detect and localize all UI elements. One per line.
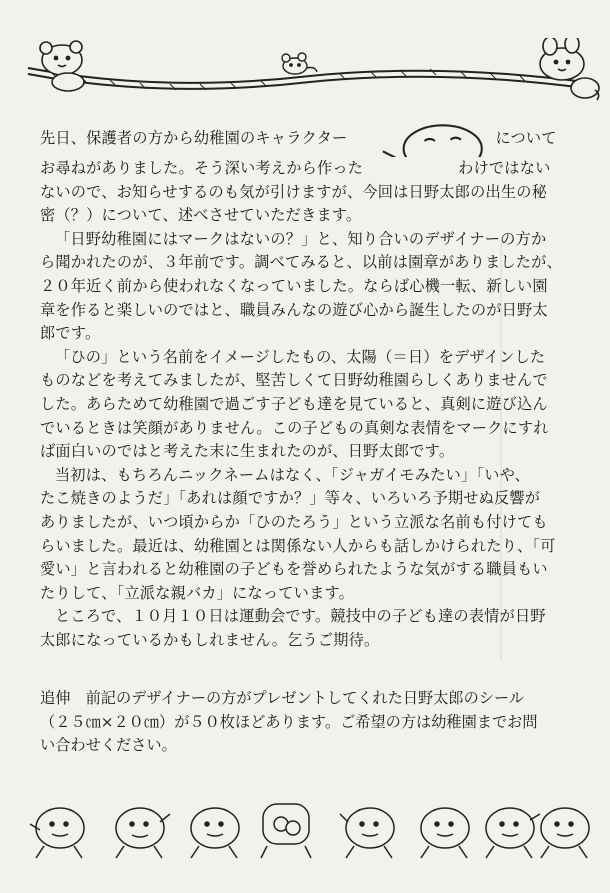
body-line-segment: 先日、保護者の方から幼稚園のキャラクター <box>40 129 348 147</box>
body-line: 密（？）について、述べさせていただきます。 <box>40 206 362 225</box>
running-mascot-icon <box>191 808 239 858</box>
body-line: 愛い」と言われると幼稚園の子どもを誉められたような気がする職員もい <box>40 560 548 579</box>
body-line: でいるときは笑顔がありません。この子どもの真剣な表情をマークにすれ <box>40 418 549 437</box>
body-line-segment: について <box>495 129 557 147</box>
postscript-line: （２５㎝×２０㎝）が５０枚ほどあります。ご希望の方は幼稚園までお問 <box>40 712 538 731</box>
body-line <box>40 157 575 181</box>
body-line: ないので、お知らせするのも気が引けますが、今回は日野太郎の出生の秘 <box>40 182 548 201</box>
body-line: ものなどを考えてみましたが、堅苦しくて日野幼稚園らしくありませんで <box>40 371 548 390</box>
postscript-line: 追伸 前記のデザイナーの方がプレゼントしてくれた日野太郎のシール <box>40 689 525 707</box>
running-mascots-border <box>20 790 600 870</box>
left-bear-mascot <box>40 41 84 91</box>
body-line: した。あらためて幼稚園で過ごす子ども達を見ていると、真剣に遊び込ん <box>40 394 548 413</box>
running-mascot-icon <box>30 808 84 858</box>
running-mascot-icon <box>421 808 469 858</box>
running-mascot-icon <box>541 808 589 858</box>
body-line: 「日野幼稚園にはマークはないの？」と、知り合いのデザイナーの方か <box>55 229 547 248</box>
body-line: ２０年近く前から使われなくなっていました。ならば心機一転、新しい園 <box>40 276 548 295</box>
body-line: たりして、「立派な親バカ」になっています。 <box>40 583 355 602</box>
postscript-line: い合わせください。 <box>40 736 177 755</box>
right-rabbit-mascot <box>540 38 599 100</box>
running-mascot-icon <box>486 808 540 858</box>
body-line: らいました。最近は、幼稚園とは関係ない人からも話しかけられたり、「可 <box>40 536 556 555</box>
body-line: 当初は、もちろんニックネームはなく、「ジャガイモみたい」「いや、 <box>55 465 531 484</box>
hino-taro-mascot-icon <box>375 117 487 157</box>
body-line: 章を作ると楽しいのではと、職員みんなの遊び心から誕生したのが日野太 <box>40 300 548 319</box>
body-line: 太郎になっているかもしれません。乞うご期待。 <box>40 630 380 649</box>
body-line: ば面白いのではと考えた末に生まれたのが、日野太郎です。 <box>40 442 455 461</box>
middle-mouse-mascot <box>282 53 317 74</box>
body-line: ら聞かれたのが、３年前です。調べてみると、以前は園章がありましたが、 <box>40 253 562 272</box>
body-line: たこ焼きのようだ」「あれは顔ですか？」等々、いろいろ予期せぬ反響が <box>40 489 541 508</box>
letter-body <box>40 117 575 652</box>
body-line: ところで、１０月１０日は運動会です。競技中の子ども達の表情が日野 <box>55 607 546 626</box>
body-line: 郎です。 <box>40 324 101 343</box>
body-line: ありましたが、いつ頃からか「ひのたろう」という立派な名前も付けても <box>40 512 548 531</box>
running-mascot-icon <box>116 808 170 858</box>
running-mascot-icon <box>340 808 394 858</box>
body-line-segment: お尋ねがありました。そう深い考えから作った <box>40 159 364 177</box>
body-line: 「ひの」という名前をイメージしたもの、太陽（＝日）をデザインした <box>55 347 546 366</box>
rope-banner-illustration <box>10 38 605 108</box>
robot-mascot-icon <box>261 804 311 858</box>
postscript <box>40 687 580 758</box>
body-line-segment: わけではない <box>458 159 551 177</box>
body-line <box>40 117 575 157</box>
